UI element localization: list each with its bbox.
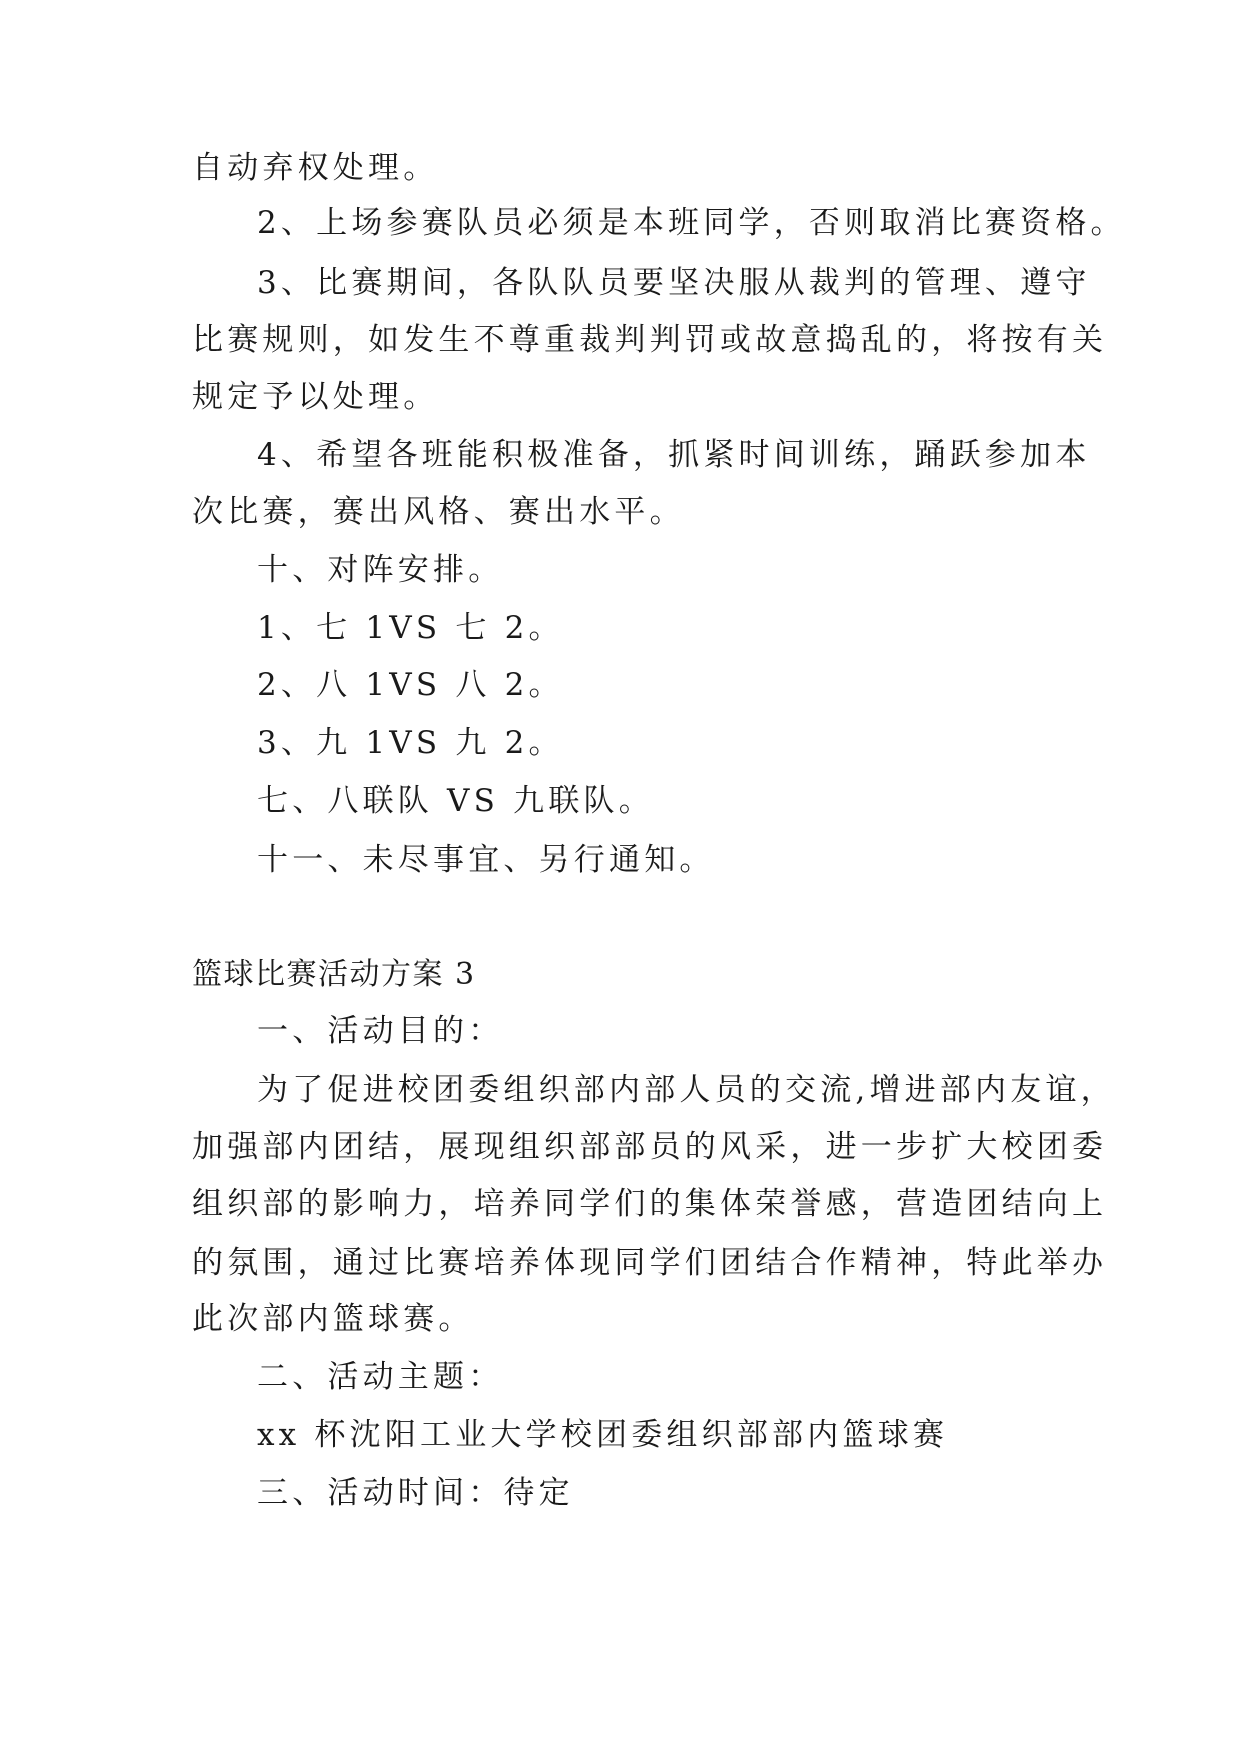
rule-item-2: 2、上场参赛队员必须是本班同学，否则取消比赛资格。 xyxy=(257,205,1126,241)
section-heading: 二、活动主题： xyxy=(257,1359,504,1395)
rule-item-3: 3、比赛期间，各队队员要坚决服从裁判的管理、遵守 xyxy=(257,265,1091,301)
matchup-item: 1、七 1VS 七 2。 xyxy=(257,610,564,646)
section-heading: 三、活动时间：待定 xyxy=(257,1475,574,1511)
paragraph-line: 为了促进校团委组织部内部人员的交流,增进部内友谊， xyxy=(257,1072,1116,1108)
paragraph-line: 此次部内篮球赛。 xyxy=(192,1301,474,1337)
matchup-item: 3、九 1VS 九 2。 xyxy=(257,725,564,761)
paragraph-line: 规定予以处理。 xyxy=(192,379,439,415)
paragraph-line: 的氛围，通过比赛培养体现同学们团结合作精神，特此举办 xyxy=(192,1245,1108,1281)
paragraph-line: xx 杯沈阳工业大学校团委组织部部内篮球赛 xyxy=(257,1417,949,1453)
paragraph-line: 组织部的影响力，培养同学们的集体荣誉感，营造团结向上 xyxy=(192,1186,1108,1222)
document-title: 篮球比赛活动方案 3 xyxy=(192,957,476,992)
matchup-item: 七、八联队 VS 九联队。 xyxy=(257,783,654,819)
matchup-item: 2、八 1VS 八 2。 xyxy=(257,667,564,703)
section-heading: 一、活动目的： xyxy=(257,1013,504,1049)
paragraph-line: 自动弃权处理。 xyxy=(192,150,439,186)
section-heading: 十一、未尽事宜、另行通知。 xyxy=(257,842,715,878)
paragraph-line: 加强部内团结，展现组织部部员的风采，进一步扩大校团委 xyxy=(192,1129,1108,1165)
paragraph-line: 比赛规则，如发生不尊重裁判判罚或故意捣乱的，将按有关 xyxy=(192,322,1108,358)
paragraph-line: 次比赛，赛出风格、赛出水平。 xyxy=(192,494,685,530)
rule-item-4: 4、希望各班能积极准备，抓紧时间训练，踊跃参加本 xyxy=(257,437,1091,473)
section-heading: 十、对阵安排。 xyxy=(257,552,504,588)
